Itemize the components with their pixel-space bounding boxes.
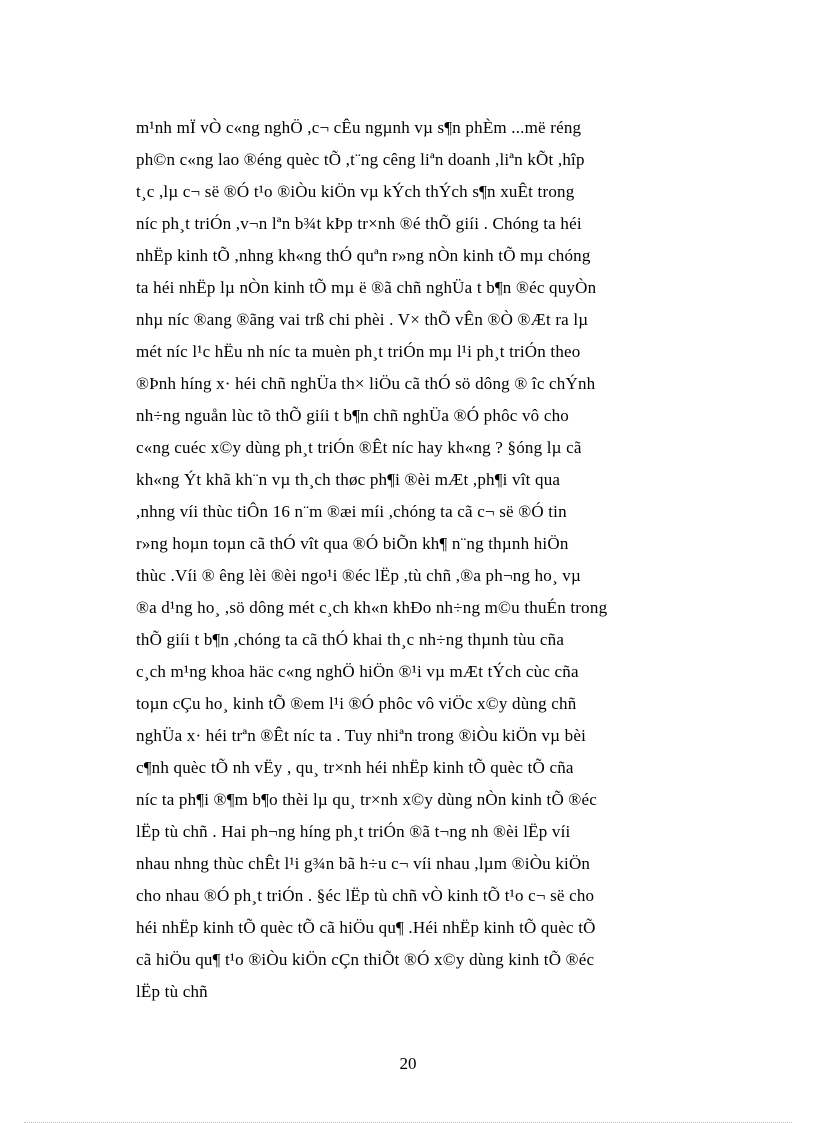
text-line: níc ta ph¶i ®¶m b¶o thèi lµ qu¸ tr×nh x©y dùng nÒn kinh tÕ ®éc xyxy=(136,790,597,809)
text-line: nghÜa x· héi trªn ®Êt níc ta . Tuy nhiªn trong ®iÒu kiÖn vµ bèi xyxy=(136,726,586,745)
text-line: ,nhng víi thùc tiÔn 16 n¨m ®æi míi ,chóng ta cã c¬ së ®Ó tin xyxy=(136,502,567,521)
text-line: thÕ giíi t b¶n ,chóng ta cã thÓ khai th¸c nh÷ng thµnh tùu cña xyxy=(136,630,565,649)
text-line: níc ph¸t triÓn ,v¬n lªn b¾t kÞp tr×nh ®é thÕ giíi . Chóng ta héi xyxy=(136,214,582,233)
text-line: c¶nh quèc tÕ nh vËy , qu¸ tr×nh héi nhËp kinh tÕ quèc tÕ cña xyxy=(136,758,574,777)
text-line: m¹nh mÏ vÒ c«ng nghÖ ,c¬ cÊu ngµnh vµ s¶n phÈm ...më réng xyxy=(136,118,582,137)
text-line: lËp tù chñ xyxy=(136,982,208,1001)
text-line: t¸c ,lµ c¬ së ®Ó t¹o ®iÒu kiÖn vµ kÝch thÝch s¶n xuÊt trong xyxy=(136,182,575,201)
text-line: ®a d¹ng ho¸ ,sö dông mét c¸ch kh«n khÐo nh÷ng m©u thuÉn trong xyxy=(136,598,608,617)
text-line: lËp tù chñ . Hai ph¬ng híng ph¸t triÓn ®ã t¬ng nh ®èi lËp víi xyxy=(136,822,571,841)
text-line: nhµ níc ®ang ®ãng vai trß chi phèi . V× thÕ vÊn ®Ò ®Æt ra lµ xyxy=(136,310,589,329)
text-line: nh÷ng nguån lùc tõ thÕ giíi t b¶n chñ nghÜa ®Ó phôc vô cho xyxy=(136,406,569,425)
text-line: nhËp kinh tÕ ,nhng kh«ng thÓ quªn r»ng nÒn kinh tÕ mµ chóng xyxy=(136,246,591,265)
text-line: cho nhau ®Ó ph¸t triÓn . §éc lËp tù chñ vÒ kinh tÕ t¹o c¬ së cho xyxy=(136,886,595,905)
text-line: ®Þnh híng x· héi chñ nghÜa th× liÖu cã thÓ sö dông ® îc chÝnh xyxy=(136,374,596,393)
text-line: r»ng hoµn toµn cã thÓ vît qua ®Ó biÕn kh¶ n¨ng thµnh hiÖn xyxy=(136,534,569,553)
page-number: 20 xyxy=(399,1054,417,1073)
text-line: c«ng cuéc x©y dùng ph¸t triÓn ®Êt níc hay kh«ng ? §óng lµ cã xyxy=(136,438,582,457)
text-line: toµn cÇu ho¸ kinh tÕ ®em l¹i ®Ó phôc vô viÖc x©y dùng chñ xyxy=(136,694,577,713)
text-line: kh«ng Ýt khã kh¨n vµ th¸ch thøc ph¶i ®èi mÆt ,ph¶i vît qua xyxy=(136,470,561,489)
text-line: héi nhËp kinh tÕ quèc tÕ cã hiÖu qu¶ .Héi nhËp kinh tÕ quèc tÕ xyxy=(136,918,596,937)
text-line: mét níc l¹c hËu nh níc ta muèn ph¸t triÓn mµ l¹i ph¸t triÓn theo xyxy=(136,342,581,361)
text-line: thùc .Víi ® êng lèi ®èi ngo¹i ®éc lËp ,tù chñ ,®a ph¬ng ho¸ vµ xyxy=(136,566,581,585)
text-line: ph©n c«ng lao ®éng quèc tÕ ,t¨ng cêng liªn doanh ,liªn kÕt ,hîp xyxy=(136,150,585,169)
text-line: ta héi nhËp lµ nÒn kinh tÕ mµ ë ®ã chñ nghÜa t b¶n ®éc quyÒn xyxy=(136,278,597,297)
text-line: c¸ch m¹ng khoa häc c«ng nghÖ hiÖn ®¹i vµ mÆt tÝch cùc cña xyxy=(136,662,579,681)
text-line: nhau nhng thùc chÊt l¹i g¾n bã h÷u c¬ víi nhau ,lµm ®iÒu kiÖn xyxy=(136,854,591,873)
text-line: cã hiÖu qu¶ t¹o ®iÒu kiÖn cÇn thiÕt ®Ó x©y dùng kinh tÕ ®éc xyxy=(136,950,595,969)
body-paragraph xyxy=(136,112,740,1008)
